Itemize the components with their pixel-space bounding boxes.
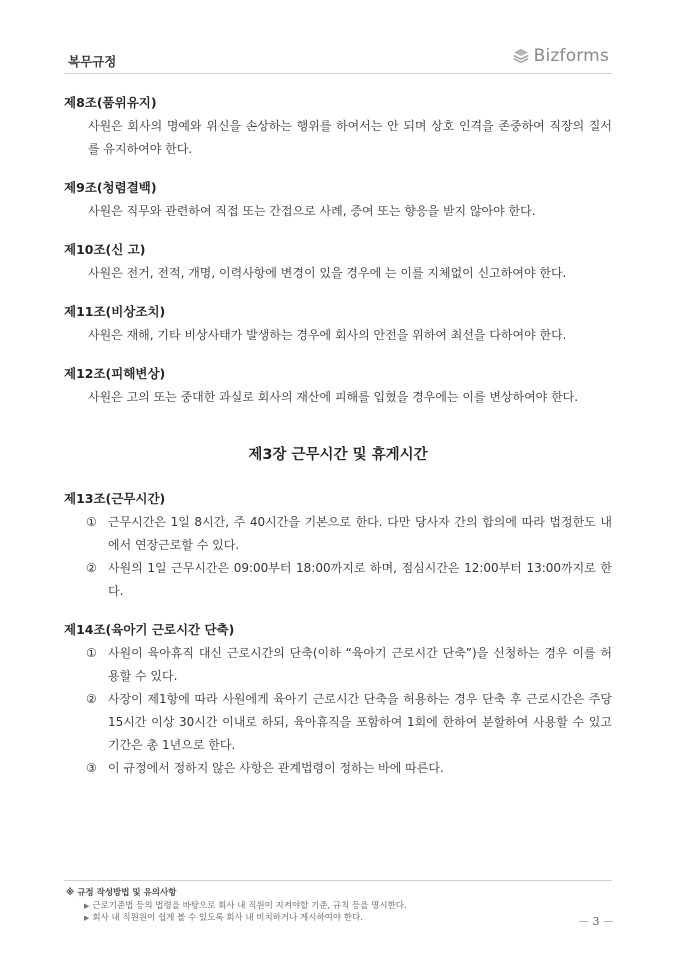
article-13 (64, 490, 612, 603)
item-text: 사장이 제1항에 따라 사원에게 육아기 근로시간 단축을 허용하는 경우 단축 후 근로시간은 주당 15시간 이상 30시간 이내로 하되, 육아휴직을 포함하여 1회에 한하여 분할하여 사용할 수 있고 기간은 총 1년으로 한다. (108, 692, 612, 752)
article-title: 제11조(비상조치) (64, 304, 166, 319)
footer-note (66, 900, 407, 913)
list-item (64, 757, 612, 780)
brand-logo (512, 46, 609, 66)
footer-divider (64, 880, 612, 881)
footer-heading: ※ 규정 작성방법 및 유의사항 (66, 888, 177, 898)
article-12 (64, 365, 612, 409)
item-text: 근무시간은 1일 8시간, 주 40시간을 기본으로 한다. 다만 당사자 간의 합의에 따라 법정한도 내에서 연장근로할 수 있다. (108, 515, 612, 552)
article-14 (64, 621, 612, 780)
header-divider (64, 73, 612, 74)
logo-text: Bizforms (533, 46, 609, 66)
list-item (64, 511, 612, 557)
item-text: 사원의 1일 근무시간은 09:00부터 18:00까지로 하며, 점심시간은 12:00부터 13:00까지로 한다. (108, 561, 612, 598)
item-text: 사원이 육아휴직 대신 근로시간의 단축(이하 “육아기 근로시간 단축”)을 신청하는 경우 이를 허용할 수 있다. (108, 646, 612, 683)
item-number: ① (86, 646, 97, 660)
footer-note-text: 회사 내 직원원이 쉽게 볼 수 있도록 회사 내 비치하거나 게시하여야 한다. (92, 913, 363, 923)
article-title: 제9조(청렴결백) (64, 180, 157, 195)
item-number: ② (86, 692, 97, 706)
article-body: 사원은 재해, 기타 비상사태가 발생하는 경우에 회사의 안전을 위하여 최선을 다하여야 한다. (88, 328, 567, 342)
footer-notes (66, 887, 407, 925)
article-title: 제8조(품위유지) (64, 95, 157, 110)
article-title: 제12조(피해변상) (64, 366, 166, 381)
article-title: 제10조(신 고) (64, 242, 146, 257)
header-title: 복무규정 (68, 54, 117, 69)
article-9 (64, 179, 612, 223)
article-title: 제14조(육아기 근로시간 단축) (64, 622, 235, 637)
article-body: 사원은 전거, 전적, 개명, 이력사항에 변경이 있을 경우에 는 이를 지체없이 신고하여야 한다. (88, 266, 567, 280)
list-item (64, 642, 612, 688)
document-body (64, 94, 612, 798)
footer-note-text: 근로기준법 등의 법령을 바탕으로 회사 내 직원이 지켜야할 기준, 규칙 등을 명시한다. (92, 900, 407, 911)
article-body: 사원은 고의 또는 중대한 과실로 회사의 재산에 피해를 입혔을 경우에는 이를 변상하여야 한다. (88, 390, 579, 404)
list-item (64, 557, 612, 603)
item-text: 이 규정에서 정하지 않은 사항은 관계법령이 정하는 바에 따른다. (108, 761, 444, 775)
triangle-bullet-icon: ▶ (84, 901, 90, 910)
footer-note (66, 912, 407, 925)
article-8 (64, 94, 612, 161)
item-number: ② (86, 561, 97, 575)
layers-icon (512, 47, 530, 65)
item-number: ① (86, 515, 97, 529)
article-body: 사원은 직무와 관련하여 직접 또는 간접으로 사례, 증여 또는 향응을 받지 않아야 한다. (88, 204, 536, 218)
list-item (64, 688, 612, 757)
triangle-bullet-icon: ▶ (84, 914, 90, 922)
article-body: 사원은 회사의 명예와 위신을 손상하는 행위를 하여서는 안 되며 상호 인격을 존중하여 직장의 질서를 유지하여야 한다. (88, 119, 612, 156)
item-number: ③ (86, 761, 97, 775)
article-10 (64, 241, 612, 285)
page-number: － 3 － (578, 915, 614, 928)
chapter-heading: 제3장 근무시간 및 휴게시간 (248, 447, 428, 463)
article-title: 제13조(근무시간) (64, 491, 166, 506)
article-11 (64, 303, 612, 347)
